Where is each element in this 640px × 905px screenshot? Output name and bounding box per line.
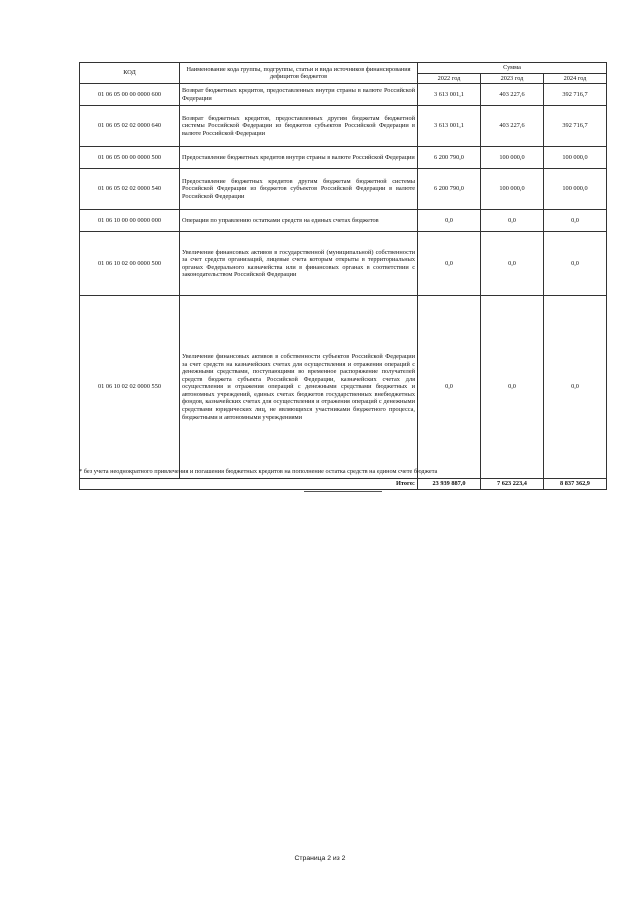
row-value-2023: 100 000,0	[481, 169, 544, 210]
row-value-2024: 392 716,7	[544, 84, 607, 106]
row-value-2023: 100 000,0	[481, 147, 544, 169]
row-code: 01 06 05 02 02 0000 640	[80, 106, 180, 147]
total-value-2022: 23 939 887,0	[418, 479, 481, 490]
row-value-2024: 0,0	[544, 296, 607, 479]
budget-sources-table	[79, 62, 607, 490]
row-value-2022: 6 200 790,0	[418, 147, 481, 169]
row-value-2024: 100 000,0	[544, 147, 607, 169]
row-value-2024: 100 000,0	[544, 169, 607, 210]
row-code: 01 06 10 00 00 0000 000	[80, 210, 180, 232]
row-value-2024: 0,0	[544, 232, 607, 296]
row-code: 01 06 05 00 00 0000 600	[80, 84, 180, 106]
header-year-2022: 2022 год	[418, 73, 481, 84]
divider-line	[304, 491, 382, 492]
total-value-2023: 7 623 223,4	[481, 479, 544, 490]
row-value-2023: 0,0	[481, 210, 544, 232]
table-row	[80, 232, 607, 296]
row-value-2022: 0,0	[418, 210, 481, 232]
row-value-2023: 403 227,6	[481, 84, 544, 106]
row-value-2023: 0,0	[481, 232, 544, 296]
row-name: Возврат бюджетных кредитов, предоставленных другим бюджетам бюджетной системы Российской Федерации из бюджетов субъектов Российской Федерации в валюте Российской Федерации	[180, 106, 418, 147]
row-value-2022: 3 613 001,1	[418, 84, 481, 106]
table-row	[80, 296, 607, 479]
row-code: 01 06 10 02 02 0000 550	[80, 296, 180, 479]
header-year-2023: 2023 год	[481, 73, 544, 84]
row-value-2022: 0,0	[418, 296, 481, 479]
table-row	[80, 210, 607, 232]
row-name: Предоставление бюджетных кредитов внутри страны в валюте Российской Федерации	[180, 147, 418, 169]
row-value-2022: 0,0	[418, 232, 481, 296]
row-value-2024: 392 716,7	[544, 106, 607, 147]
table-row	[80, 169, 607, 210]
table-row	[80, 106, 607, 147]
row-value-2024: 0,0	[544, 210, 607, 232]
row-value-2023: 0,0	[481, 296, 544, 479]
row-code: 01 06 10 02 00 0000 500	[80, 232, 180, 296]
table-row	[80, 84, 607, 106]
footnote: * без учета неоднократного привлечения и погашения бюджетных кредитов на пополнение остатка средств на едином счете бюджета	[79, 468, 438, 475]
row-name: Увеличение финансовых активов в собственности субъектов Российской Федерации за счет средств на казначейских счетах для осуществления и отражения операций с денежными средствами, поступающими во временное распоряжение получателей средств бюджета субъекта Российской Федерации, казначейских счетах для осуществления и отражения операций с денежными средствами бюджетных и автономных учреждений, единых счетах бюджетов государственных внебюджетных фондов, казначейских счетах для осуществления и отражения операций с денежными средствами юридических лиц, не являющихся участниками бюджетного процесса, бюджетными и автономными учреждениями	[180, 296, 418, 479]
header-name: Наименование кода группы, подгруппы, статьи и вида источников финансирования дефицитов бюджетов	[180, 63, 418, 84]
row-code: 01 06 05 00 00 0000 500	[80, 147, 180, 169]
row-value-2023: 403 227,6	[481, 106, 544, 147]
row-name: Предоставление бюджетных кредитов другим бюджетам бюджетной системы Российской Федерации из бюджетов субъектов Российской Федерации в валюте Российской Федерации	[180, 169, 418, 210]
header-code: КОД	[80, 63, 180, 84]
total-label: Итого:	[80, 479, 418, 490]
row-value-2022: 3 613 001,1	[418, 106, 481, 147]
total-row	[80, 479, 607, 490]
table-row	[80, 147, 607, 169]
total-value-2024: 8 837 362,9	[544, 479, 607, 490]
row-name: Увеличение финансовых активов в государственной (муниципальной) собственности за счет средств организаций, лицевые счета которым открыты в территориальных органах Федерального казначейства или в финансовых органах в соответствии с законодательством Российской Федерации	[180, 232, 418, 296]
header-year-2024: 2024 год	[544, 73, 607, 84]
table-header-row	[80, 63, 607, 74]
row-value-2022: 6 200 790,0	[418, 169, 481, 210]
row-code: 01 06 05 02 02 0000 540	[80, 169, 180, 210]
page-number: Страница 2 из 2	[294, 855, 346, 862]
row-name: Возврат бюджетных кредитов, предоставленных внутри страны в валюте Российской Федерации	[180, 84, 418, 106]
header-sum: Сумма	[418, 63, 607, 74]
row-name: Операции по управлению остатками средств на единых счетах бюджетов	[180, 210, 418, 232]
